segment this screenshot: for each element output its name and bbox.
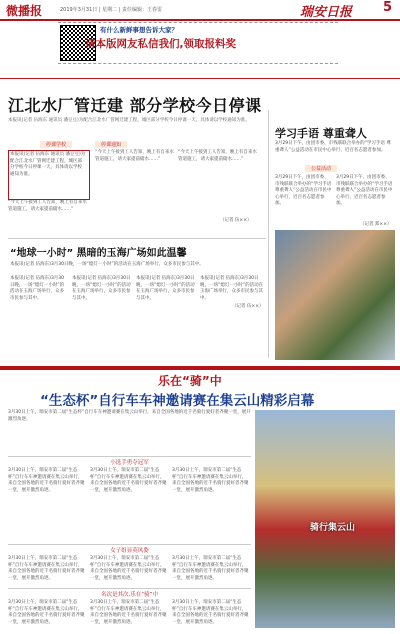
- right-lede: 3月29日下午，由团市委、市残联联合举办的“学习手语 尊重聋人”公益活动在市民中心举行，近百名志愿者参加。: [275, 141, 391, 153]
- banner-line1: 有什么新鲜事想告诉大家？: [100, 26, 178, 34]
- divider: [8, 588, 251, 589]
- cycle-col6: 3月30日上午，瑞安市第二届“生态杯”自行车车神邀请赛在集云山举行，来自全国各地的近千名骑行爱好者齐聚一堂，展开激烈角逐。: [172, 556, 249, 581]
- divider: [8, 456, 251, 457]
- volunteers-photo: [275, 230, 395, 360]
- tag-mid: 停课通知: [95, 141, 127, 148]
- cycle-col8: 3月30日上午，瑞安市第二届“生态杯”自行车车神邀请赛在集云山举行，来自全国各地的近千名骑行爱好者齐聚一堂，展开激烈角逐。: [90, 600, 167, 625]
- tag-left: 停课学校: [40, 141, 72, 148]
- right-col1: 3月29日下午，由团市委、市残联联合举办的“学习手语 尊重聋人”公益活动在市民中心举行，近百名志愿者参加。: [275, 175, 332, 206]
- divider: [0, 78, 400, 79]
- photo-caption: 骑行集云山: [310, 523, 356, 533]
- cyclists-photo: [255, 410, 395, 628]
- subhead-2: 女子组显英风姿: [110, 548, 149, 554]
- right-tag: 公益活动: [305, 165, 337, 172]
- subhead-3: 名次是其次,乐在“骑”中: [101, 592, 158, 598]
- paper-logo: 瑞安日报: [300, 5, 353, 20]
- cycle-col5: 3月30日上午，瑞安市第二届“生态杯”自行车车神邀请赛在集云山举行，来自全国各地的近千名骑行爱好者齐聚一堂，展开激烈角逐。: [90, 556, 167, 581]
- cycle-intro: 3月30日上午，瑞安市第二届“生态杯”自行车车神邀请赛在集云山举行，来自全国各地的近千名骑行爱好者齐聚一堂，展开激烈角逐。: [8, 410, 251, 422]
- cycle-headline: “生态杯”自行车车神邀请赛在集云山精彩启幕: [40, 393, 315, 409]
- cycle-col9: 3月30日上午，瑞安市第二届“生态杯”自行车车神邀请赛在集云山举行，来自全国各地的近千名骑行爱好者齐聚一堂，展开激烈角逐。: [172, 600, 249, 625]
- subhead-1: 小选手勇夺冠军: [110, 460, 149, 466]
- cycle-col7: 3月30日上午，瑞安市第二届“生态杯”自行车车神邀请赛在集云山举行，来自全国各地的近千名骑行爱好者齐聚一堂，展开激烈角逐。: [8, 600, 85, 625]
- earth-col4: 本报讯(记者 伍海东)3月30日晚，一场“熄灯一小时”的活动在玉海广场举行，众多市民参与其中。: [200, 276, 264, 301]
- earth-headline: “地球一小时” 黑暗的玉海广场如此温馨: [10, 248, 187, 259]
- lead-col3: “今天上午接到工人告知，晚上有自来水管道施工，请大家提前储水……”: [178, 150, 257, 162]
- earth-col1: 本报讯(记者 伍海东)3月30日晚，一场“熄灯一小时”的活动在玉海广场举行，众多市民参与其中。: [10, 276, 65, 301]
- column-divider: [268, 110, 269, 358]
- earth-sub: 本报讯(记者 伍海东)3月30日晚，一场“熄灯一小时”的活动在玉海广场举行，众多市民参与其中。: [10, 262, 204, 267]
- section-bar: [0, 366, 400, 370]
- lead-col1: “今天上午接到工人告知，晚上有自来水管道施工，请大家提前储水……”: [8, 200, 87, 212]
- lead-sign: （记者 伍××）: [220, 218, 252, 223]
- cycle-col3: 3月30日上午，瑞安市第二届“生态杯”自行车车神邀请赛在集云山举行，来自全国各地的近千名骑行爱好者齐聚一堂，展开激烈角逐。: [172, 468, 249, 493]
- cycle-kicker: 乐在“骑”中: [158, 374, 222, 388]
- banner-line2: 请本版网友私信我们,领取报料奖: [85, 38, 236, 50]
- box-text: 本报讯(记者 伍海东 通讯员 潘豆豆)为配合江北水厂管网迁建工程，城区部分学校今日停课一天，具体请以学校通知为准。: [10, 152, 86, 177]
- divider: [8, 238, 266, 239]
- right-sign: （记者 郑××）: [360, 222, 392, 227]
- page-header: [0, 0, 400, 21]
- divider: [8, 544, 251, 545]
- lead-headline: 江北水厂管迁建 部分学校今日停课: [8, 96, 262, 115]
- header-meta: 2019年3月31日 | 星期二 | 责任编辑：王春雷: [60, 7, 162, 13]
- cycle-col4: 3月30日上午，瑞安市第二届“生态杯”自行车车神邀请赛在集云山举行，来自全国各地的近千名骑行爱好者齐聚一堂，展开激烈角逐。: [8, 556, 85, 581]
- cycle-col2: 3月30日上午，瑞安市第二届“生态杯”自行车车神邀请赛在集云山举行，来自全国各地的近千名骑行爱好者齐聚一堂，展开激烈角逐。: [90, 468, 167, 493]
- cycle-col1: 3月30日上午，瑞安市第二届“生态杯”自行车车神邀请赛在集云山举行，来自全国各地的近千名骑行爱好者齐聚一堂，展开激烈角逐。: [8, 468, 85, 493]
- right-headline: 学习手语 尊重聋人: [275, 127, 367, 140]
- lead-col2: “今天上午接到工人告知，晚上有自来水管道施工，请大家提前储水……”: [95, 150, 174, 162]
- page-number: 5: [383, 0, 393, 15]
- earth-col3: 本报讯(记者 伍海东)3月30日晚，一场“熄灯一小时”的活动在玉海广场举行，众多市民参与其中。: [136, 276, 195, 301]
- earth-col2: 本报讯(记者 伍海东)3月30日晚，一场“熄灯一小时”的活动在玉海广场举行，众多市民参与其中。: [72, 276, 131, 301]
- section-name: 微播报: [6, 4, 43, 18]
- lead-subtitle: 本报讯(记者 伍海东 通讯员 潘豆豆)为配合江北水厂管网迁建工程，城区部分学校今日停课一天，具体请以学校通知为准。: [8, 118, 250, 123]
- earth-sign: （记者 伍××）: [232, 304, 264, 309]
- right-col2: 3月29日下午，由团市委、市残联联合举办的“学习手语 尊重聋人”公益活动在市民中心举行，近百名志愿者参加。: [336, 175, 393, 206]
